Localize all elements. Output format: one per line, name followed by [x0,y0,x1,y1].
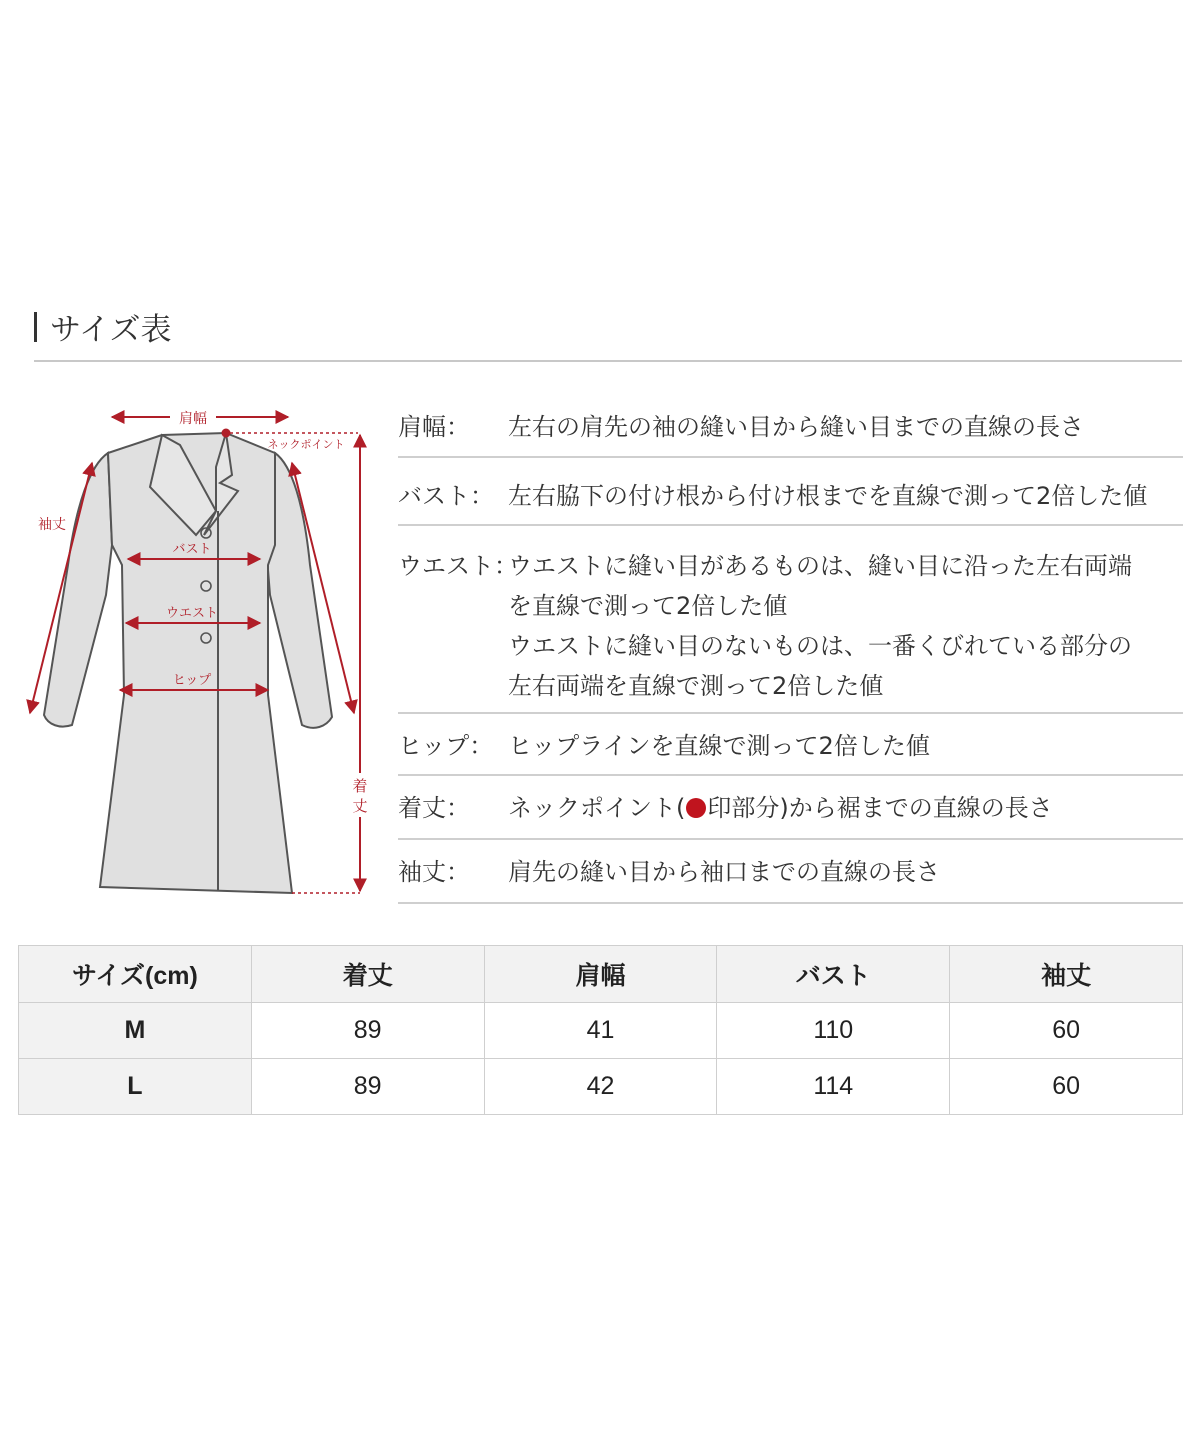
row-size-cell: M [19,1003,252,1059]
definition-label: 肩幅： [398,413,470,441]
definition-text [508,726,1183,774]
definition-line: ウエストに縫い目のないものは、一番くびれている部分の [508,632,1132,660]
definition-line [508,788,1183,828]
length-label-2: 丈 [352,797,368,815]
bust-label: バスト [172,542,212,557]
table-header-row [19,946,1183,1003]
sleeve-label: 袖丈 [38,517,66,533]
definition-line: 肩先の縫い目から袖口までの直線の長さ [508,858,940,886]
definition-label: ウエスト： [398,552,518,580]
definition-row-hip [398,714,1183,776]
coat-measurement-diagram [20,395,390,910]
table-cell: 41 [484,1003,717,1059]
table-cell: 42 [484,1059,717,1115]
definition-line: を直線で測って2倍した値 [508,592,788,620]
definition-line: ウエストに縫い目があるものは、縫い目に沿った左右両端 [508,552,1132,580]
coat-left-sleeve [44,453,112,727]
definition-row-sleeve [398,840,1183,904]
definition-line: 左右両端を直線で測って2倍した値 [508,672,884,700]
section-heading [34,300,1182,362]
heading-accent-bar [34,312,37,342]
column-header: バスト [717,946,950,1003]
shoulder-label: 肩幅 [179,411,207,427]
column-header: 肩幅 [484,946,717,1003]
table-cell: 89 [251,1059,484,1115]
definition-row-length [398,776,1183,840]
column-header: サイズ(cm) [19,946,252,1003]
definition-text [508,546,1183,712]
definition-label: ヒップ： [398,732,494,760]
definition-text-after: 印部分)から裾までの直線の長さ [707,794,1053,822]
table-cell: 114 [717,1059,950,1115]
measurement-definitions [398,403,1183,904]
waist-label: ウエスト [165,606,219,621]
definition-text-before: ネックポイント( [508,794,686,822]
table-row [19,1003,1183,1059]
definition-label: バスト： [398,482,494,510]
page-title: サイズ表 [50,312,172,348]
definition-text [508,788,1183,838]
table-cell: 60 [950,1059,1183,1115]
definition-row-shoulder [398,403,1183,458]
column-header: 着丈 [251,946,484,1003]
definition-row-waist [398,526,1183,714]
definition-label: 袖丈： [398,858,470,886]
neck-point-label: ネックポイント [267,438,345,451]
row-size-cell: L [19,1059,252,1115]
table-row [19,1059,1183,1115]
table-cell: 110 [717,1003,950,1059]
definition-text [508,476,1183,524]
table-cell: 60 [950,1003,1183,1059]
length-label-1: 着 [352,777,368,795]
red-dot-icon [686,798,706,818]
size-table [18,945,1183,1115]
table-cell: 89 [251,1003,484,1059]
hip-label: ヒップ [172,673,212,688]
definition-text [508,407,1183,456]
definition-line: 左右の肩先の袖の縫い目から縫い目までの直線の長さ [508,413,1084,441]
definition-text [508,852,1183,902]
column-header: 袖丈 [950,946,1183,1003]
definition-line: ヒップラインを直線で測って2倍した値 [508,732,930,760]
neck-point-dot [222,429,231,438]
definition-row-bust [398,458,1183,526]
definition-label: 着丈： [398,794,470,822]
definition-line: 左右脇下の付け根から付け根までを直線で測って2倍した値 [508,482,1148,510]
